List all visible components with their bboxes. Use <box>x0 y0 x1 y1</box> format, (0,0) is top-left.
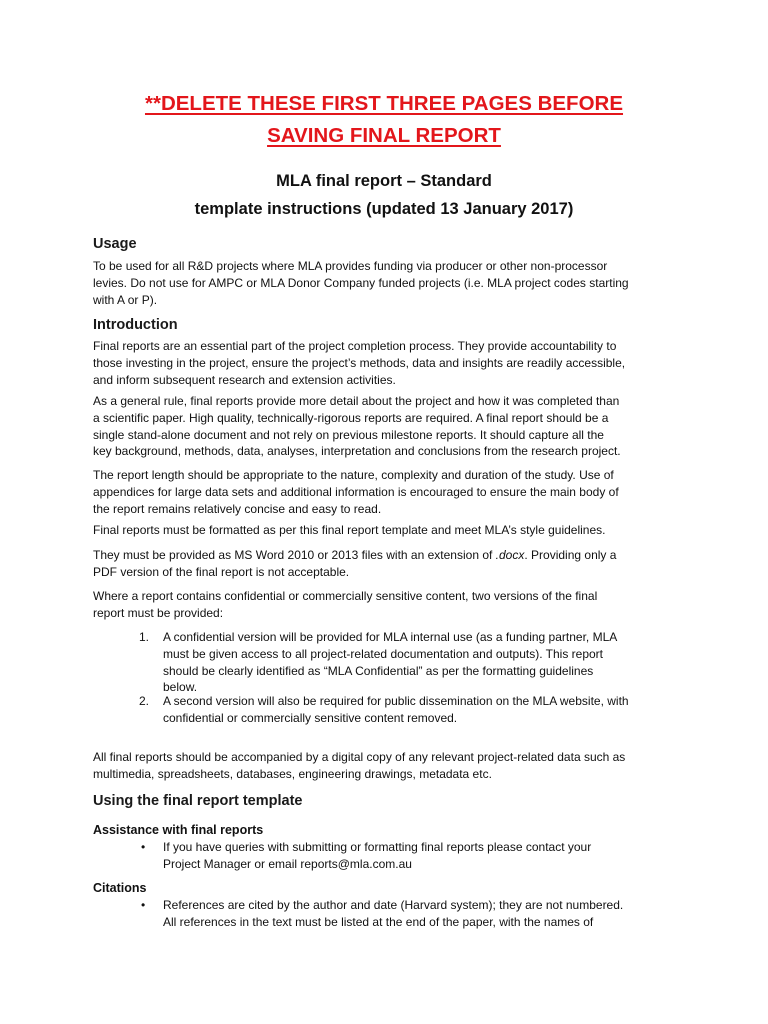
intro-paragraph-6: Where a report contains confidential or commercially sensitive content, two versions of the final report must be provided: <box>93 589 598 620</box>
usage-heading: Usage <box>93 236 137 252</box>
delete-warning-line-1: **DELETE THESE FIRST THREE PAGES BEFORE <box>144 92 624 115</box>
intro-paragraph-3: The report length should be appropriate to the nature, complexity and duration of the study. Use of appendices for large data sets and additional information is encouraged to ensure the main body of the report remains relatively concise and easy to read. <box>93 468 619 516</box>
assistance-heading: Assistance with final reports <box>93 823 264 837</box>
assistance-bullet: • <box>141 840 146 854</box>
intro-paragraph-5: They must be provided as MS Word 2010 or 2013 files with an extension of .docx. Providing only a PDF version of the final report is not acceptable. <box>93 548 617 579</box>
intro-paragraph-7: All final reports should be accompanied by a digital copy of any relevant project-related data such as multimedia, spreadsheets, databases, engineering drawings, metadata etc. <box>93 750 626 781</box>
document-title-line-2: template instructions (updated 13 January 2017) <box>194 200 574 218</box>
using-template-heading: Using the final report template <box>93 793 303 809</box>
list-item-2: A second version will also be required for public dissemination on the MLA website, with confidential or commercially sensitive content removed. <box>163 694 629 725</box>
intro-paragraph-1: Final reports are an essential part of the project completion process. They provide accountability to those investing in the project, ensure the project’s methods, data and insights are readily accessible, and inform subsequent research and extension activities. <box>93 339 626 387</box>
usage-paragraph: To be used for all R&D projects where MLA provides funding via producer or other non-processor levies. Do not use for AMPC or MLA Donor Company funded projects (i.e. MLA project codes starting with A or P). <box>93 259 629 307</box>
assistance-text: If you have queries with submitting or formatting final reports please contact your Project Manager or email reports@mla.com.au <box>163 840 592 871</box>
list-number-1: 1. <box>139 630 150 644</box>
citations-text: References are cited by the author and date (Harvard system); they are not numbered. All references in the text must be listed at the end of the paper, with the names of <box>163 898 624 929</box>
citations-bullet: • <box>141 898 146 912</box>
document-title-line-1: MLA final report – Standard <box>276 172 492 190</box>
intro-paragraph-4: Final reports must be formatted as per this final report template and meet MLA’s style guidelines. <box>93 523 606 537</box>
list-item-1: A confidential version will be provided for MLA internal use (as a funding partner, MLA must be given access to all project-related documentation and outputs). This report should be clearly identified as “MLA Confidential” as per the formatting guidelines below. <box>163 630 618 695</box>
introduction-heading: Introduction <box>93 317 178 333</box>
intro-paragraph-2: As a general rule, final reports provide more detail about the project and how it was completed than a scientific paper. High quality, technically-rigorous reports are required. A final report should be a single stand-alone document and not rely on previous milestone reports. It should capture all the key background, methods, data, analyses, interpretation and conclusions from the research project. <box>93 394 621 459</box>
citations-heading: Citations <box>93 881 147 895</box>
list-number-2: 2. <box>139 694 150 708</box>
delete-warning-line-2: SAVING FINAL REPORT <box>267 124 501 147</box>
